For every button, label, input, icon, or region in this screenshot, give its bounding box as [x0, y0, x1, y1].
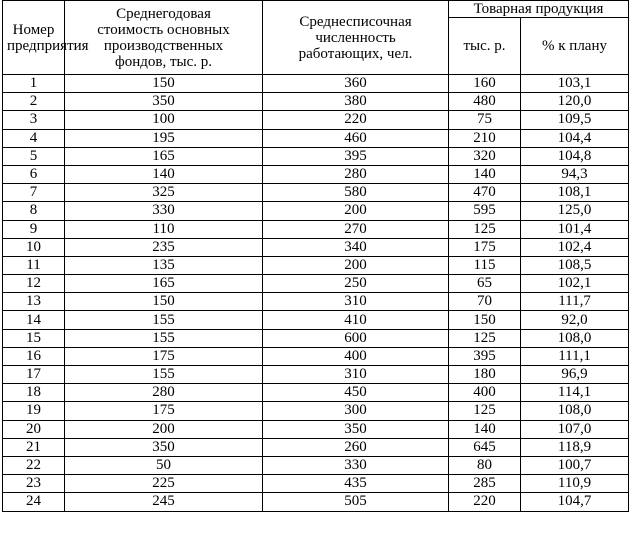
cell-avg-headcount: 200	[263, 256, 449, 274]
cell-output-pct-plan: 108,5	[521, 256, 629, 274]
table-row	[3, 456, 629, 474]
header-avg-fixed-assets: Среднегодовая стоимость основных производственных фондов, тыс. р.	[65, 1, 263, 75]
cell-avg-headcount: 200	[263, 202, 449, 220]
cell-output-pct-plan: 107,0	[521, 420, 629, 438]
table-row	[3, 75, 629, 93]
cell-output-thousand-rub: 140	[449, 165, 521, 183]
cell-avg-fixed-assets: 350	[65, 93, 263, 111]
cell-avg-headcount: 360	[263, 75, 449, 93]
cell-output-thousand-rub: 150	[449, 311, 521, 329]
cell-avg-headcount: 340	[263, 238, 449, 256]
cell-avg-headcount: 400	[263, 347, 449, 365]
cell-output-pct-plan: 104,4	[521, 129, 629, 147]
cell-output-thousand-rub: 115	[449, 256, 521, 274]
cell-output-pct-plan: 92,0	[521, 311, 629, 329]
cell-output-pct-plan: 114,1	[521, 384, 629, 402]
cell-avg-fixed-assets: 140	[65, 165, 263, 183]
cell-avg-fixed-assets: 280	[65, 384, 263, 402]
cell-output-thousand-rub: 645	[449, 438, 521, 456]
cell-avg-headcount: 310	[263, 366, 449, 384]
table-row	[3, 93, 629, 111]
cell-output-pct-plan: 125,0	[521, 202, 629, 220]
cell-output-thousand-rub: 470	[449, 184, 521, 202]
cell-avg-fixed-assets: 110	[65, 220, 263, 238]
cell-output-thousand-rub: 125	[449, 402, 521, 420]
cell-enterprise-no: 18	[3, 384, 65, 402]
cell-enterprise-no: 13	[3, 293, 65, 311]
table-body	[3, 75, 629, 512]
cell-enterprise-no: 4	[3, 129, 65, 147]
cell-avg-headcount: 505	[263, 493, 449, 511]
cell-enterprise-no: 20	[3, 420, 65, 438]
enterprise-data-table	[2, 0, 629, 512]
cell-output-thousand-rub: 140	[449, 420, 521, 438]
cell-enterprise-no: 16	[3, 347, 65, 365]
cell-avg-headcount: 435	[263, 475, 449, 493]
cell-output-pct-plan: 120,0	[521, 93, 629, 111]
table-row	[3, 347, 629, 365]
cell-output-pct-plan: 103,1	[521, 75, 629, 93]
cell-avg-headcount: 350	[263, 420, 449, 438]
cell-output-thousand-rub: 320	[449, 147, 521, 165]
table-row	[3, 402, 629, 420]
cell-avg-headcount: 300	[263, 402, 449, 420]
cell-avg-headcount: 450	[263, 384, 449, 402]
cell-avg-fixed-assets: 50	[65, 456, 263, 474]
table-row	[3, 111, 629, 129]
header-output-pct-plan: % к плану	[521, 18, 629, 75]
cell-enterprise-no: 7	[3, 184, 65, 202]
cell-output-thousand-rub: 65	[449, 275, 521, 293]
cell-enterprise-no: 3	[3, 111, 65, 129]
table-row	[3, 384, 629, 402]
cell-output-pct-plan: 108,0	[521, 402, 629, 420]
cell-output-pct-plan: 118,9	[521, 438, 629, 456]
cell-avg-fixed-assets: 165	[65, 275, 263, 293]
cell-enterprise-no: 8	[3, 202, 65, 220]
table-row	[3, 293, 629, 311]
cell-enterprise-no: 19	[3, 402, 65, 420]
table-row	[3, 311, 629, 329]
cell-avg-fixed-assets: 150	[65, 75, 263, 93]
cell-enterprise-no: 17	[3, 366, 65, 384]
cell-avg-headcount: 395	[263, 147, 449, 165]
cell-avg-headcount: 270	[263, 220, 449, 238]
cell-output-thousand-rub: 210	[449, 129, 521, 147]
cell-enterprise-no: 6	[3, 165, 65, 183]
cell-output-thousand-rub: 80	[449, 456, 521, 474]
cell-avg-headcount: 280	[263, 165, 449, 183]
cell-output-pct-plan: 111,1	[521, 347, 629, 365]
cell-avg-headcount: 330	[263, 456, 449, 474]
cell-enterprise-no: 9	[3, 220, 65, 238]
cell-avg-fixed-assets: 100	[65, 111, 263, 129]
table-row	[3, 220, 629, 238]
cell-avg-fixed-assets: 175	[65, 402, 263, 420]
cell-avg-fixed-assets: 245	[65, 493, 263, 511]
cell-enterprise-no: 14	[3, 311, 65, 329]
cell-output-thousand-rub: 180	[449, 366, 521, 384]
cell-avg-fixed-assets: 325	[65, 184, 263, 202]
header-enterprise-no: Номер предприятия	[3, 1, 65, 75]
cell-output-thousand-rub: 285	[449, 475, 521, 493]
table-row	[3, 202, 629, 220]
cell-avg-headcount: 220	[263, 111, 449, 129]
table-header	[3, 1, 629, 75]
cell-enterprise-no: 11	[3, 256, 65, 274]
header-commodity-output: Товарная продукция	[449, 1, 629, 18]
cell-output-thousand-rub: 160	[449, 75, 521, 93]
table-row	[3, 129, 629, 147]
cell-output-thousand-rub: 400	[449, 384, 521, 402]
cell-output-pct-plan: 109,5	[521, 111, 629, 129]
cell-avg-headcount: 260	[263, 438, 449, 456]
cell-output-pct-plan: 100,7	[521, 456, 629, 474]
cell-output-pct-plan: 108,1	[521, 184, 629, 202]
cell-avg-fixed-assets: 195	[65, 129, 263, 147]
cell-avg-headcount: 380	[263, 93, 449, 111]
cell-avg-fixed-assets: 155	[65, 329, 263, 347]
cell-output-thousand-rub: 220	[449, 493, 521, 511]
cell-avg-fixed-assets: 135	[65, 256, 263, 274]
table-row	[3, 238, 629, 256]
table-row	[3, 475, 629, 493]
cell-avg-fixed-assets: 350	[65, 438, 263, 456]
cell-enterprise-no: 23	[3, 475, 65, 493]
cell-avg-headcount: 460	[263, 129, 449, 147]
cell-enterprise-no: 10	[3, 238, 65, 256]
cell-output-pct-plan: 108,0	[521, 329, 629, 347]
cell-enterprise-no: 22	[3, 456, 65, 474]
cell-avg-fixed-assets: 200	[65, 420, 263, 438]
table-row	[3, 256, 629, 274]
table-row	[3, 165, 629, 183]
table-row	[3, 184, 629, 202]
table-row	[3, 366, 629, 384]
cell-output-pct-plan: 102,1	[521, 275, 629, 293]
cell-avg-fixed-assets: 175	[65, 347, 263, 365]
cell-avg-fixed-assets: 235	[65, 238, 263, 256]
cell-output-thousand-rub: 480	[449, 93, 521, 111]
table-row	[3, 147, 629, 165]
table-row	[3, 493, 629, 511]
cell-output-thousand-rub: 70	[449, 293, 521, 311]
cell-output-thousand-rub: 125	[449, 329, 521, 347]
table-row	[3, 275, 629, 293]
table-row	[3, 420, 629, 438]
cell-enterprise-no: 24	[3, 493, 65, 511]
table-row	[3, 438, 629, 456]
cell-enterprise-no: 12	[3, 275, 65, 293]
cell-output-pct-plan: 104,7	[521, 493, 629, 511]
cell-output-thousand-rub: 595	[449, 202, 521, 220]
header-output-thousand-rub: тыс. р.	[449, 18, 521, 75]
cell-output-pct-plan: 104,8	[521, 147, 629, 165]
cell-output-pct-plan: 111,7	[521, 293, 629, 311]
cell-avg-fixed-assets: 225	[65, 475, 263, 493]
cell-avg-fixed-assets: 330	[65, 202, 263, 220]
cell-avg-headcount: 310	[263, 293, 449, 311]
cell-output-pct-plan: 96,9	[521, 366, 629, 384]
cell-output-pct-plan: 102,4	[521, 238, 629, 256]
cell-avg-headcount: 410	[263, 311, 449, 329]
cell-output-thousand-rub: 125	[449, 220, 521, 238]
cell-avg-headcount: 580	[263, 184, 449, 202]
cell-enterprise-no: 1	[3, 75, 65, 93]
cell-output-thousand-rub: 75	[449, 111, 521, 129]
cell-output-pct-plan: 101,4	[521, 220, 629, 238]
cell-avg-fixed-assets: 165	[65, 147, 263, 165]
cell-output-thousand-rub: 395	[449, 347, 521, 365]
cell-enterprise-no: 15	[3, 329, 65, 347]
cell-enterprise-no: 2	[3, 93, 65, 111]
cell-avg-headcount: 250	[263, 275, 449, 293]
cell-enterprise-no: 21	[3, 438, 65, 456]
table-row	[3, 329, 629, 347]
cell-output-thousand-rub: 175	[449, 238, 521, 256]
cell-avg-headcount: 600	[263, 329, 449, 347]
cell-output-pct-plan: 110,9	[521, 475, 629, 493]
header-avg-headcount: Среднесписочная численность работающих, чел.	[263, 1, 449, 75]
cell-avg-fixed-assets: 150	[65, 293, 263, 311]
cell-output-pct-plan: 94,3	[521, 165, 629, 183]
cell-avg-fixed-assets: 155	[65, 366, 263, 384]
cell-enterprise-no: 5	[3, 147, 65, 165]
cell-avg-fixed-assets: 155	[65, 311, 263, 329]
